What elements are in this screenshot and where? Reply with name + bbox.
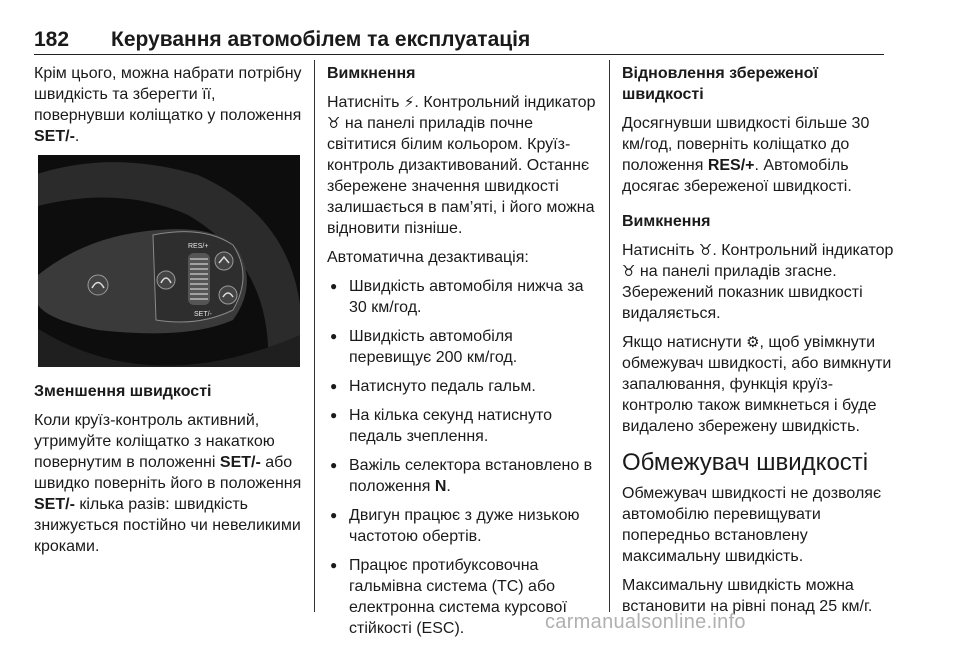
limiter-max-paragraph: Максимальну швидкість можна встановити на рівні понад 25 км/г. — [622, 577, 873, 615]
column-1 — [34, 63, 306, 565]
section-title-speed-limiter: Обмежувач швидкості — [622, 449, 869, 476]
watermark: carmanualsonline.info — [545, 611, 746, 633]
speed-limiter-icon: ⚙ — [746, 334, 760, 351]
cruise-indicator-icon: ♉ — [622, 263, 636, 280]
list-item: ● На кілька секунд натиснуто педаль зчеплення. — [327, 405, 599, 447]
intro-paragraph: Крім цього, можна набрати потрібну швидкість та зберегти її, повернувши коліщатко у положення SET/-. — [34, 65, 302, 145]
cruise-indicator-icon: ♉ — [327, 115, 341, 132]
page-number: 182 — [34, 28, 70, 51]
section-title-off: Вимкнення — [327, 65, 416, 82]
steering-wheel-illustration — [38, 155, 300, 367]
list-item: ● Важіль селектора встановлено в положення N. — [327, 455, 599, 497]
list-item: ● Двигун працює з дуже низькою частотою обертів. — [327, 505, 599, 547]
column-divider — [609, 60, 610, 612]
restore-paragraph: Досягнувши швидкості більше 30 км/год, поверніть коліщатко до положення RES/+. Автомобіль досягає збереженої швидкості. — [622, 115, 870, 195]
list-item: ● Натиснуто педаль гальм. — [327, 376, 599, 397]
off-paragraph-2: Натисніть ♉. Контрольний індикатор ♉ на панелі приладів згасне. Збережений показник швидкості видаляється. — [622, 242, 894, 322]
column-divider — [314, 60, 315, 612]
steering-wheel-figure — [38, 155, 300, 367]
list-item: ● Швидкість автомобіля нижча за 30 км/год. — [327, 276, 599, 318]
res-label: RES/+ — [188, 243, 209, 250]
page-header — [34, 26, 884, 55]
column-3 — [622, 63, 894, 625]
limiter-intro-paragraph: Обмежувач швидкості не дозволяє автомобілю перевищувати попередньо встановлену максимальну швидкість. — [622, 485, 882, 565]
column-2 — [327, 63, 599, 647]
cruise-control-icon: ♉ — [698, 242, 713, 259]
set-label: SET/- — [194, 311, 212, 318]
section-title-decrease-speed: Зменшення швидкості — [34, 383, 212, 400]
list-item: ● Працює протибуксовочна гальмівна система (TC) або електронна система курсової стійкості (ESC). — [327, 555, 599, 639]
list-item: ● Швидкість автомобіля перевищує 200 км/год. — [327, 326, 599, 368]
page-title: Керування автомобілем та експлуатація — [111, 28, 531, 51]
auto-deactivation-title: Автоматична дезактивація: — [327, 249, 529, 266]
limiter-paragraph: Якщо натиснути ⚙, щоб увімкнути обмежувач швидкості, або вимкнути запалювання, функція круїз-контролю також вимкнеться і буде видалено збережену швидкість. — [622, 334, 892, 435]
decrease-speed-paragraph: Коли круїз-контроль активний, утримуйте коліщатко з накаткою повернутим в положенні SET/- або швидко поверніть його в положення SET/- кілька разів: швидкість знижується постійно чи невеликими кроками. — [34, 412, 302, 555]
deactivation-list — [327, 276, 599, 639]
off-paragraph: Натисніть ⚡. Контрольний індикатор ♉ на панелі приладів почне світитися білим кольором. Круїз-контроль дизактивований. Останнє збережене значення швидкості залишається в пам’яті, і його можна відновити пізніше. — [327, 94, 596, 237]
cruise-cancel-icon: ⚡ — [403, 94, 415, 111]
section-title-restore: Відновлення збереженої швидкості — [622, 65, 818, 103]
section-title-off-2: Вимкнення — [622, 213, 711, 230]
